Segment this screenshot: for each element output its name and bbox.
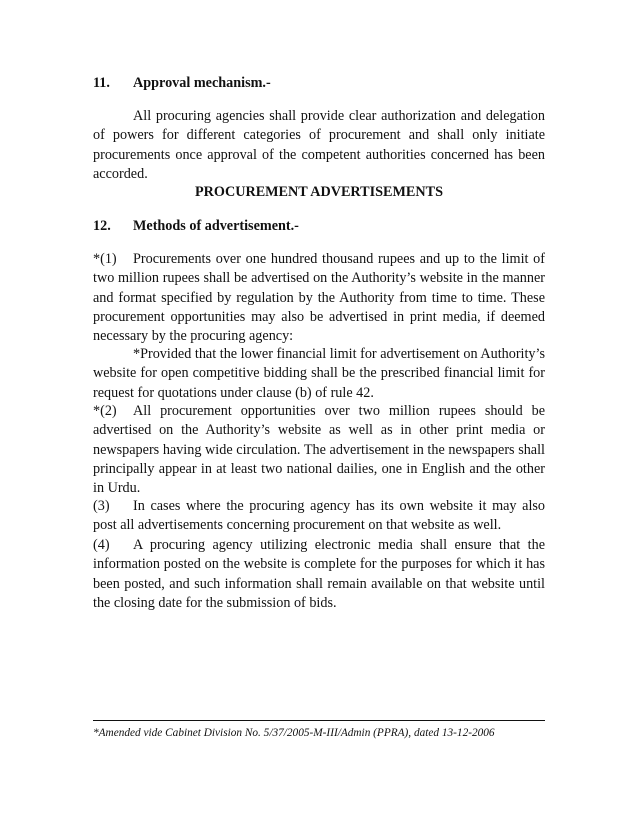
paragraph-1	[93, 250, 545, 346]
section-11-number: 11.	[93, 75, 110, 91]
paragraph-1-text: Procurements over one hundred thousand rupees and up to the limit of two million rupees shall be advertised on the Authority’s website in the manner and format specified by regulation by the Authority from time to time. These procurement opportunities may also be advertised in print media, if deemed necessary by the procuring agency:	[93, 251, 545, 345]
section-11-heading	[93, 74, 271, 93]
paragraph-2	[93, 402, 545, 498]
footnote-divider	[93, 720, 545, 721]
paragraph-2-text: All procurement opportunities over two million rupees should be advertised on the Authority’s website as well as in other print media or newspapers having wide circulation. The advertisement in the newspapers shall principally appear in at least two national dailies, one in English and the other in Urdu.	[93, 403, 545, 497]
paragraph-3-text: In cases where the procuring agency has its own website it may also post all advertisements concerning procurement on that website as well.	[93, 498, 545, 534]
section-12-number: 12.	[93, 218, 111, 234]
paragraph-4-text: A procuring agency utilizing electronic media shall ensure that the information posted on the website is complete for the purposes for which it has been posted, and such information shall remain available on that website until the closing date for the submission of bids.	[93, 537, 545, 611]
paragraph-1-number: *(1)	[93, 251, 117, 267]
footnote: *Amended vide Cabinet Division No. 5/37/2005-M-III/Admin (PPRA), dated 13-12-2006	[93, 727, 495, 739]
paragraph-4-number: (4)	[93, 537, 110, 553]
paragraph-3	[93, 497, 545, 536]
section-12-title: Methods of advertisement.-	[133, 218, 299, 234]
part-heading: PROCUREMENT ADVERTISEMENTS	[195, 184, 443, 200]
proviso-paragraph: *Provided that the lower financial limit for advertisement on Authority’s website for open competitive bidding shall be the prescribed financial limit for request for quotations under clause (b) of rule 42.	[93, 346, 545, 401]
section-11-title: Approval mechanism.-	[133, 75, 271, 91]
paragraph-3-number: (3)	[93, 498, 110, 514]
section-11-body: All procuring agencies shall provide clear authorization and delegation of powers for different categories of procurement and shall only initiate procurements once approval of the competent authorities concerned has been accorded.	[93, 108, 545, 182]
paragraph-4	[93, 536, 545, 613]
section-12-heading	[93, 217, 299, 236]
paragraph-2-number: *(2)	[93, 403, 117, 419]
